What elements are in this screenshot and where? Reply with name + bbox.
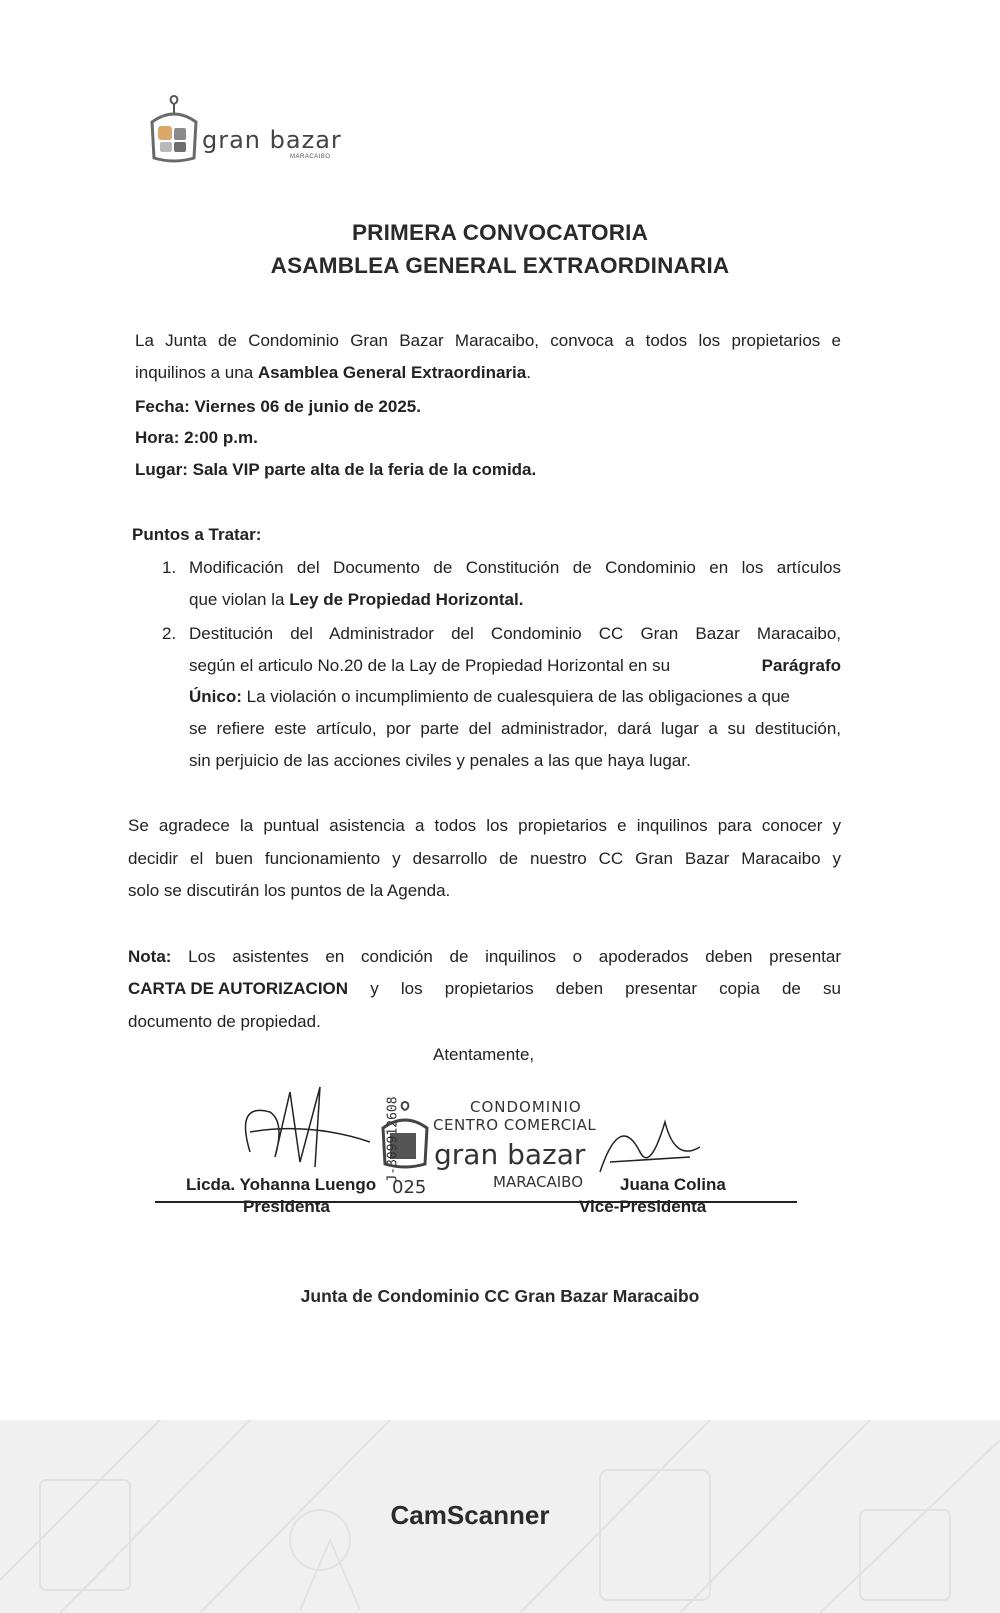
point-2-line-4: se refiere este artículo, por parte del administrador, dará lugar a su destitución,: [189, 719, 841, 738]
closing-line-2: decidir el buen funcionamiento y desarrollo de nuestro CC Gran Bazar Maracaibo y: [128, 849, 841, 868]
point-1-line-1: Modificación del Documento de Constitución de Condominio en los artículos: [189, 558, 841, 577]
note-line-2: CARTA DE AUTORIZACION y los propietarios deben presentar copia de su: [128, 979, 841, 998]
left-signatory-role: Presidenta: [243, 1197, 330, 1216]
signoff: Atentamente,: [433, 1045, 535, 1064]
stamp-line-2: CENTRO COMERCIAL: [433, 1116, 597, 1134]
point-2-line-5: sin perjuicio de las acciones civiles y penales a las que haya lugar.: [189, 751, 691, 770]
intro-line-2: inquilinos a una Asamblea General Extraordinaria.: [135, 363, 531, 382]
meeting-place: Lugar: Sala VIP parte alta de la feria de la comida.: [135, 460, 537, 479]
stamp-brand: gran bazar: [434, 1138, 586, 1171]
gran-bazar-logo: [144, 92, 344, 172]
stamp-city: MARACAIBO: [493, 1173, 584, 1191]
logo-city: MARACAIBO: [290, 154, 331, 160]
stamp-year: 025: [392, 1177, 427, 1198]
closing-line-1: Se agradece la puntual asistencia a todos los propietarios e inquilinos para conocer y: [128, 816, 841, 835]
camscanner-label: CamScanner: [390, 1500, 550, 1530]
meeting-date: Fecha: Viernes 06 de junio de 2025.: [135, 397, 421, 416]
point-2-number: 2.: [162, 624, 177, 643]
stamp-line-1: CONDOMINIO: [470, 1098, 582, 1116]
stamp-rif-number: J-309912608: [385, 1096, 401, 1183]
title-line-2: ASAMBLEA GENERAL EXTRAORDINARIA: [270, 253, 730, 278]
footer-organization: Junta de Condominio CC Gran Bazar Maracaibo: [300, 1286, 700, 1306]
note-line-1: Nota: Los asistentes en condición de inquilinos o apoderados deben presentar: [128, 947, 841, 966]
meeting-time: Hora: 2:00 p.m.: [135, 428, 258, 447]
point-1-line-2: que violan la Ley de Propiedad Horizontal.: [189, 590, 524, 609]
stamp-bag-icon: [372, 1098, 438, 1178]
points-heading: Puntos a Tratar:: [132, 525, 262, 544]
right-signatory-role: Vice-Presidenta: [579, 1197, 707, 1216]
point-1-number: 1.: [162, 558, 177, 577]
closing-line-3: solo se discutirán los puntos de la Agenda.: [128, 881, 451, 900]
note-line-3: documento de propiedad.: [128, 1012, 321, 1031]
right-signatory-name: Juana Colina: [620, 1175, 726, 1194]
logo-brand-name: gran bazar: [202, 126, 342, 154]
point-2-line-3: Único: La violación o incumplimiento de cualesquiera de las obligaciones a que: [189, 687, 791, 706]
left-signatory-name: Licda. Yohanna Luengo: [186, 1175, 377, 1194]
title-line-1: PRIMERA CONVOCATORIA: [351, 220, 649, 245]
point-2-line-1: Destitución del Administrador del Condominio CC Gran Bazar Maracaibo,: [189, 624, 841, 643]
shopping-bag-icon: [144, 92, 204, 172]
intro-line-1: La Junta de Condominio Gran Bazar Maracaibo, convoca a todos los propietarios e: [135, 331, 841, 350]
point-2-line-2: según el articulo No.20 de la Lay de Propiedad Horizontal en su Parágrafo: [189, 656, 841, 675]
